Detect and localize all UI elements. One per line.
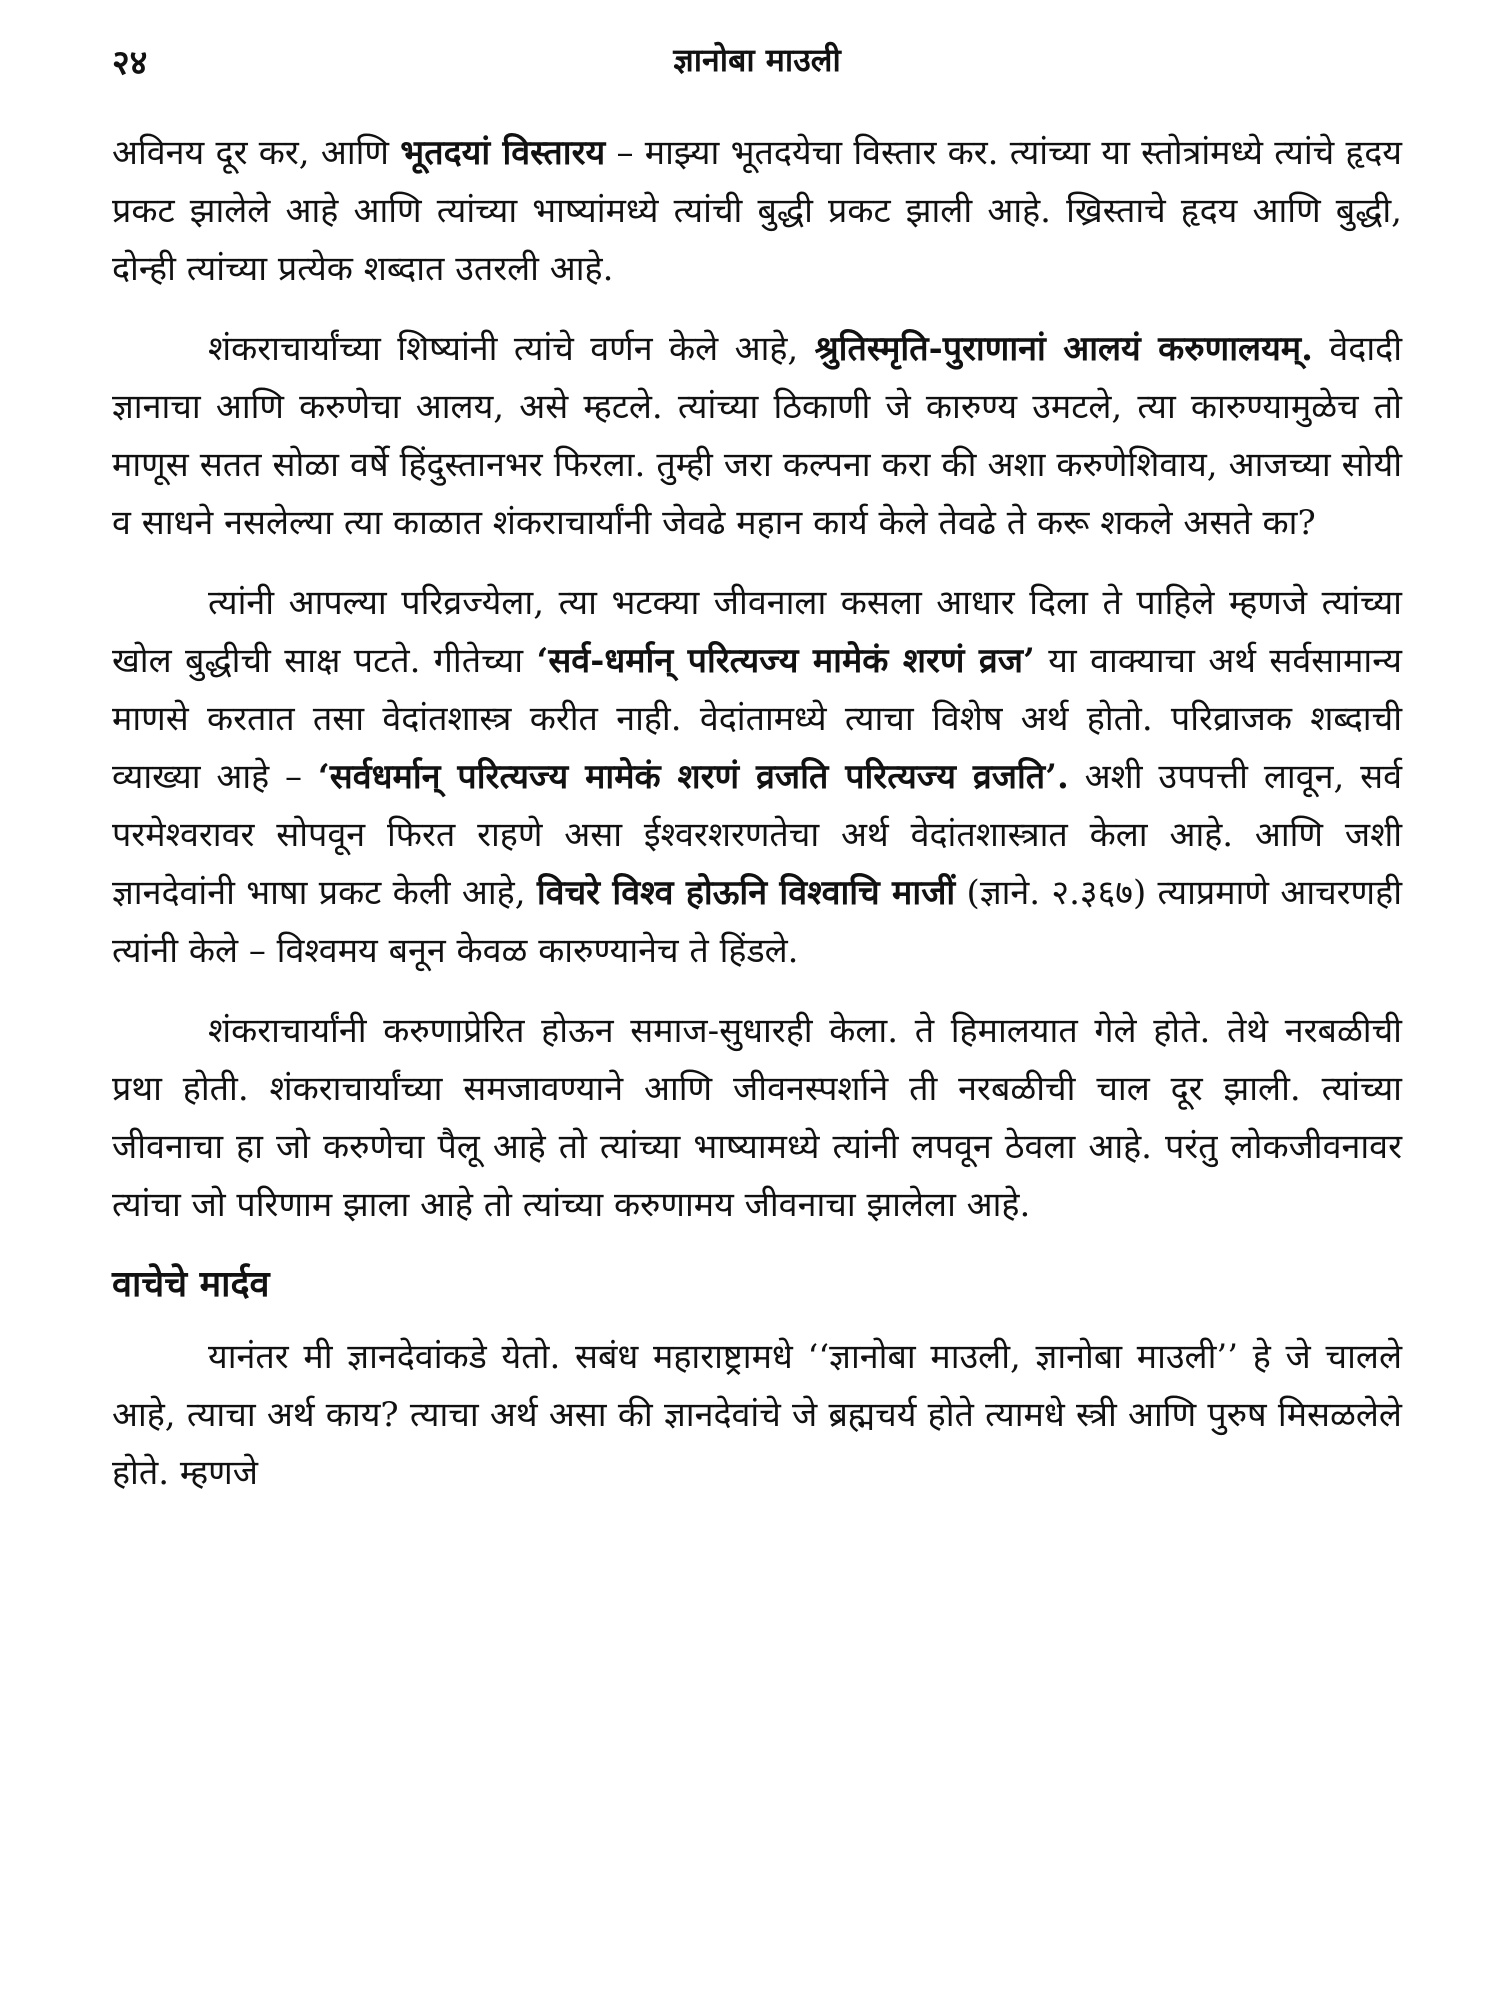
text-run: शंकराचार्यांनी करुणाप्रेरित होऊन समाज-सुधारही केला. ते हिमालयात गेले होते. तेथे नरबळीची प्रथा होती. शंकराचार्यांच्या समजावण्याने आणि जीवनस्पर्शाने ती नरबळीची चाल दूर झाली. त्यांच्या जीवनाचा हा जो करुणेचा पैलू आहे तो त्यांच्या भाष्यामध्ये त्यांनी लपवून ठेवला आहे. परंतु लोकजीवनावर त्यांचा जो परिणाम झाला आहे तो त्यांच्या करुणामय जीवनाचा झालेला आहे. (112, 1011, 1402, 1225)
bold-phrase: ‘सर्वधर्मान् परित्यज्य मामेकं शरणं व्रजति परित्यज्य व्रजति’. (317, 757, 1069, 797)
text-run: वेदादी ज्ञानाचा आणि करुणेचा आलय, असे म्हटले. त्यांच्या ठिकाणी जे कारुण्य उमटले, त्या कारुण्यामुळेच तो माणूस सतत सोळा वर्षे हिंदुस्तानभर फिरला. तुम्ही जरा कल्पना करा की अशा करुणेशिवाय, आजच्या सोयी व साधने नसलेल्या त्या काळात शंकराचार्यांनी जेवढे महान कार्य केले तेवढे ते करू शकले असते का? (112, 329, 1402, 543)
page-number: २४ (112, 43, 148, 83)
paragraph-1 (112, 124, 1402, 298)
section-heading: वाचेचे मार्दव (112, 1264, 270, 1305)
text-run: या वाक्याचा अर्थ सर्वसामान्य माणसे करतात तसा वेदांतशास्त्र करीत नाही. वेदांतामध्ये त्याचा विशेष अर्थ होतो. परिव्राजक शब्दाची व्याख्या आहे – (112, 641, 1402, 797)
bold-phrase: भूतदयां विस्तारय (400, 133, 606, 173)
paragraph-3 (112, 574, 1402, 980)
page-header (112, 38, 1402, 98)
bold-phrase: विचरे विश्व होऊनि विश्वाचि माजीं (536, 873, 956, 913)
text-run: त्यांनी आपल्या परिव्रज्येला, त्या भटक्या जीवनाला कसला आधार दिला ते पाहिले म्हणजे त्यांच्या खोल बुद्धीची साक्ष पटते. गीतेच्या (112, 583, 1402, 681)
section-paragraph (112, 1328, 1402, 1502)
paragraph-2 (112, 320, 1402, 552)
bold-phrase: श्रुतिस्मृति-पुराणानां आलयं करुणालयम्. (814, 329, 1313, 369)
paragraph-4 (112, 1002, 1402, 1234)
text-run: – माझ्या भूतदयेचा विस्तार कर. त्यांच्या या स्तोत्रांमध्ये त्यांचे हृदय प्रकट झालेले आहे आणि त्यांच्या भाष्यांमध्ये त्यांची बुद्धी प्रकट झाली आहे. ख्रिस्ताचे हृदय आणि बुद्धी, दोन्ही त्यांच्या प्रत्येक शब्दात उतरली आहे. (112, 133, 1402, 289)
text-run: (ज्ञाने. २.३६७) त्याप्रमाणे आचरणही त्यांनी केले – विश्वमय बनून केवळ कारुण्यानेच ते हिंडले. (112, 873, 1403, 971)
text-run: अविनय दूर कर, आणि (112, 133, 401, 173)
text-run: अशी उपपत्ती लावून, सर्व परमेश्वरावर सोपवून फिरत राहणे असा ईश्वरशरणतेचा अर्थ वेदांतशास्त्रात केला आहे. आणि जशी ज्ञानदेवांनी भाषा प्रकट केली आहे, (112, 757, 1403, 913)
running-title: ज्ञानोबा माउली (673, 41, 841, 79)
text-run: शंकराचार्यांच्या शिष्यांनी त्यांचे वर्णन केले आहे, (208, 329, 815, 369)
bold-phrase: ‘सर्व-धर्मान् परित्यज्य मामेकं शरणं व्रज’ (536, 641, 1035, 681)
body-text (112, 124, 1402, 1524)
text-run: यानंतर मी ज्ञानदेवांकडे येतो. सबंध महाराष्ट्रामधे ‘‘ज्ञानोबा माउली, ज्ञानोबा माउली’’ हे जे चालले आहे, त्याचा अर्थ काय? त्याचा अर्थ असा की ज्ञानदेवांचे जे ब्रह्मचर्य होते त्यामधे स्त्री आणि पुरुष मिसळलेले होते. म्हणजे (112, 1337, 1402, 1493)
